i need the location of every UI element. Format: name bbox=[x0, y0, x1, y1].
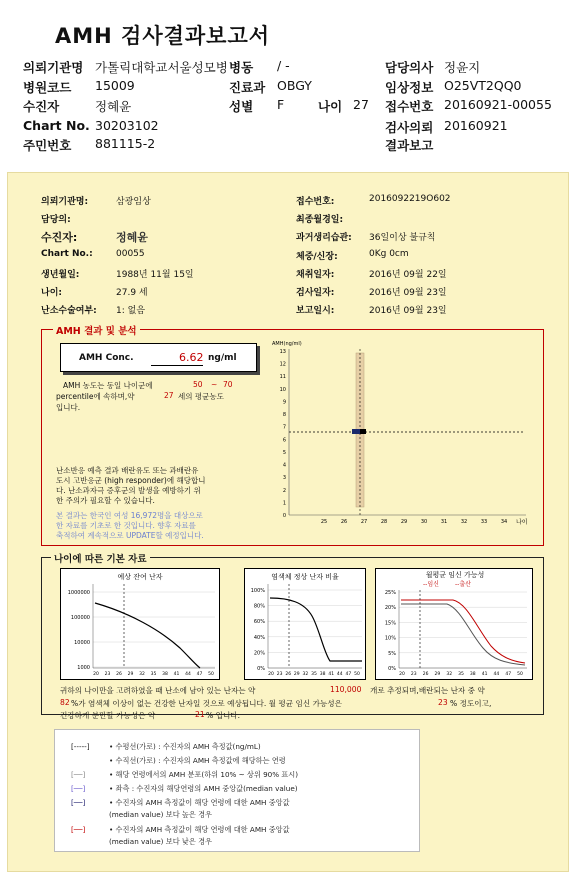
legend-key-purple: [──] bbox=[71, 784, 86, 793]
info-value: 1: 없음 bbox=[116, 306, 146, 316]
x-tick-label: 29 bbox=[293, 672, 300, 677]
y-tick-label: 11 bbox=[279, 374, 286, 381]
info-label: 보고일시: bbox=[296, 306, 335, 316]
org-label: 의뢰기관명 bbox=[23, 60, 84, 75]
legend-text: • 수직선(가로) : 수진자의 AMH 측정값에 해당하는 연령 bbox=[109, 756, 286, 765]
x-tick-label: 50 bbox=[208, 672, 214, 677]
doctor-value: 정윤지 bbox=[444, 60, 481, 75]
summary-text: %가 염색체 이상이 없는 건강한 난자일 것으로 예상됩니다. 월 평균 임신 가능성은 bbox=[71, 699, 342, 708]
y-tick-label: 1000 bbox=[77, 665, 90, 671]
x-tick-label: 38 bbox=[162, 672, 168, 677]
y-tick-label: 4 bbox=[282, 462, 286, 469]
y-tick-label: 25% bbox=[384, 590, 396, 596]
summary-eggs: 110,000 bbox=[330, 685, 362, 694]
x-tick-label: 26 bbox=[116, 672, 122, 677]
chart-title: 염색체 정상 난자 비율 bbox=[271, 573, 339, 581]
data-source-note: 축적하여 계속적으로 UPDATE할 예정입니다. bbox=[56, 531, 204, 540]
clinical-label: 임상정보 bbox=[385, 80, 434, 95]
y-tick-label: 15% bbox=[384, 620, 396, 627]
y-tick-label: 10% bbox=[384, 635, 396, 642]
info-label: 검사일자: bbox=[296, 288, 335, 298]
age-value: 27 bbox=[353, 97, 369, 112]
x-tick-label: 32 bbox=[139, 672, 145, 677]
x-tick-label: 28 bbox=[380, 519, 388, 525]
amh-conc-unit: ng/ml bbox=[208, 353, 237, 363]
info-label: 최종월경일: bbox=[296, 215, 344, 225]
receipt-label: 접수번호 bbox=[385, 99, 434, 114]
data-source-note: 한 자료를 기초로 한 것입니다. 향후 자료를 bbox=[56, 521, 196, 530]
amh-age-chart bbox=[270, 337, 538, 527]
legend-box bbox=[54, 729, 420, 852]
info-label: 나이: bbox=[41, 288, 62, 298]
normal-chromosome-chart bbox=[244, 568, 366, 680]
summary-text: 개로 추정되며,배란되는 난자 중 약 bbox=[370, 686, 485, 695]
legend-text: • 수진자의 AMH 측정값이 해당 연령에 대한 AMH 중앙값 bbox=[109, 825, 290, 834]
y-tick-label: 7 bbox=[282, 424, 286, 431]
y-tick-label: 0 bbox=[282, 513, 286, 519]
dept-label: 진료과 bbox=[229, 80, 266, 95]
legend-text: • 좌측 : 수진자의 해당연령의 AMH 중앙값(median value) bbox=[109, 784, 298, 793]
age-data-title: 나이에 따른 기본 자료 bbox=[51, 551, 150, 565]
measured-marker bbox=[360, 429, 366, 434]
summary-text: % 입니다. bbox=[206, 711, 241, 720]
legend-key-red: [──] bbox=[71, 825, 86, 834]
x-tick-label: 35 bbox=[150, 672, 157, 677]
info-value: 정혜윤 bbox=[116, 231, 148, 244]
y-tick-label: 6 bbox=[282, 437, 286, 444]
x-tick-label: 41 bbox=[328, 672, 335, 677]
x-tick-label: 34 bbox=[500, 519, 508, 525]
x-tick-label: 47 bbox=[196, 672, 203, 677]
percentile-text: 입니다. bbox=[56, 403, 81, 412]
info-label: 의뢰기관명: bbox=[41, 197, 89, 207]
x-tick-label: 44 bbox=[493, 672, 500, 677]
x-tick-label: 29 bbox=[127, 672, 134, 677]
info-label: 채취일자: bbox=[296, 270, 335, 280]
x-tick-label: 23 bbox=[276, 672, 283, 677]
y-tick-label: 10 bbox=[279, 386, 286, 393]
x-tick-label: 26 bbox=[340, 519, 348, 525]
y-tick-label: 5% bbox=[388, 650, 396, 657]
summary-text: % 정도이고, bbox=[450, 699, 492, 708]
info-label: Chart No.: bbox=[41, 249, 93, 259]
x-tick-label: 26 bbox=[285, 672, 292, 677]
hospcode-label: 병원코드 bbox=[23, 80, 72, 95]
legend-text: (median value) 보다 높은 경우 bbox=[109, 810, 212, 819]
info-value: 36일이상 불규칙 bbox=[369, 233, 436, 243]
hospcode-value: 15009 bbox=[95, 78, 135, 93]
x-tick-label: 23 bbox=[410, 672, 417, 677]
rrn-value: 881115-2 bbox=[95, 136, 156, 151]
amh-value-underline bbox=[151, 365, 203, 366]
info-label: 접수번호: bbox=[296, 197, 335, 207]
analysis-note: 다. 난소과자극 증후군의 발생을 예방하기 위 bbox=[56, 486, 201, 495]
dept-value: OBGY bbox=[277, 78, 312, 93]
info-value: 삼광임상 bbox=[116, 197, 151, 207]
x-tick-label: 31 bbox=[440, 519, 448, 525]
analysis-note: 도시 고반응군 (high responder)에 해당합니 bbox=[56, 476, 206, 485]
patient-value: 정혜윤 bbox=[95, 99, 132, 114]
x-tick-label: 44 bbox=[185, 672, 191, 677]
legend-birth: --출산 bbox=[455, 581, 471, 588]
summary-text: 건강하게 분만할 가능성은 약 bbox=[60, 711, 156, 720]
y-tick-label: 5 bbox=[282, 449, 286, 456]
percentile-text: AMH 농도는 동일 나이군에 bbox=[63, 381, 153, 390]
y-tick-label: 9 bbox=[282, 399, 286, 406]
amh-conc-label: AMH Conc. bbox=[79, 353, 134, 363]
x-tick-label: 27 bbox=[360, 519, 368, 525]
legend-key-dashed: [-----] bbox=[71, 742, 90, 751]
legend-key-gray: [──] bbox=[71, 770, 86, 779]
info-value: 2016092219O602 bbox=[369, 194, 451, 204]
org-value: 가톨릭대학교서울성모병 bbox=[95, 60, 228, 75]
info-value: 2016년 09월 22일 bbox=[369, 270, 447, 280]
analysis-note: 난소반응 예측 결과 배란유도 또는 과배란유 bbox=[56, 466, 199, 475]
y-tick-label: 1 bbox=[282, 500, 286, 507]
amh-analysis-title: AMH 결과 및 분석 bbox=[53, 323, 140, 337]
info-label: 담당의: bbox=[41, 215, 71, 225]
info-value: 2016년 09월 23일 bbox=[369, 306, 447, 316]
x-tick-label: 44 bbox=[336, 672, 343, 677]
x-tick-label: 33 bbox=[480, 519, 488, 525]
ward-value: / - bbox=[277, 58, 290, 73]
x-tick-label: 20 bbox=[399, 672, 405, 677]
amh-conc-value: 6.62 bbox=[179, 351, 204, 364]
chart-frame bbox=[61, 569, 220, 680]
request-value: 20160921 bbox=[444, 118, 508, 133]
receipt-value: 20160921-00055 bbox=[444, 97, 552, 112]
amh-chart-xlabel: 나이 bbox=[516, 519, 528, 526]
y-tick-label: 1000000 bbox=[67, 590, 90, 596]
percentile-text: 세의 평균농도 bbox=[178, 392, 224, 401]
info-value: 0Kg 0cm bbox=[369, 249, 409, 259]
y-tick-label: 10000 bbox=[74, 640, 90, 646]
age-label: 나이 bbox=[318, 99, 343, 114]
legend-text: • 수진자의 AMH 측정값이 해당 연령에 대한 AMH 중앙값 bbox=[109, 798, 290, 807]
legend-text: • 해당 연령에서의 AMH 분포(하위 10% ~ 상위 90% 표시) bbox=[109, 770, 299, 779]
x-tick-label: 38 bbox=[469, 672, 476, 677]
summary-normal-pct: 82 bbox=[60, 698, 70, 707]
y-tick-label: 20% bbox=[384, 605, 396, 612]
y-tick-label: 80% bbox=[253, 603, 265, 610]
y-tick-label: 0% bbox=[257, 666, 265, 672]
summary-text: 귀하의 나이만을 고려하였을 때 난소에 남아 있는 난자는 약 bbox=[60, 686, 256, 695]
median-marker bbox=[352, 429, 360, 434]
info-label: 수진자: bbox=[41, 231, 78, 244]
chart-no-label: Chart No. bbox=[23, 118, 90, 133]
y-tick-label: 40% bbox=[253, 634, 265, 641]
chart-title: 예상 잔여 난자 bbox=[117, 573, 163, 581]
percentile-age: 27 bbox=[164, 391, 174, 400]
x-tick-label: 26 bbox=[422, 672, 429, 677]
x-tick-label: 47 bbox=[505, 672, 512, 677]
info-value: 2016년 09월 23일 bbox=[369, 288, 447, 298]
patient-label: 수진자 bbox=[23, 99, 60, 114]
percentile-high: 70 bbox=[223, 380, 233, 389]
x-tick-label: 23 bbox=[104, 672, 111, 677]
summary-pregnancy-pct: 23 bbox=[438, 698, 448, 707]
percentile-tilde: ~ bbox=[211, 380, 218, 389]
x-tick-label: 35 bbox=[458, 672, 464, 677]
x-tick-label: 20 bbox=[93, 672, 99, 677]
doctor-label: 담당의사 bbox=[385, 60, 434, 75]
percentile-low: 50 bbox=[193, 380, 203, 389]
pregnancy-chance-chart bbox=[375, 568, 533, 680]
y-tick-label: 8 bbox=[282, 412, 286, 419]
summary-birth-pct: 21 bbox=[195, 710, 205, 719]
x-tick-label: 32 bbox=[446, 672, 453, 677]
x-tick-label: 35 bbox=[311, 672, 317, 677]
x-tick-label: 29 bbox=[434, 672, 441, 677]
clinical-value: O25VT2QQ0 bbox=[444, 78, 522, 93]
info-value: 00055 bbox=[116, 249, 145, 259]
info-label: 생년월일: bbox=[41, 270, 80, 280]
x-tick-label: 41 bbox=[481, 672, 488, 677]
y-tick-label: 13 bbox=[279, 349, 286, 355]
x-tick-label: 29 bbox=[400, 519, 408, 525]
info-label: 난소수술여부: bbox=[41, 306, 97, 316]
request-label: 검사의뢰 bbox=[385, 120, 434, 135]
ward-label: 병동 bbox=[229, 60, 254, 75]
legend-pregnancy: --임신 bbox=[423, 581, 439, 588]
x-tick-label: 30 bbox=[420, 519, 428, 525]
legend-key-navy: [──] bbox=[71, 798, 86, 807]
y-tick-label: 3 bbox=[282, 475, 286, 482]
report-title: AMH 검사결과보고서 bbox=[55, 24, 271, 48]
x-tick-label: 50 bbox=[517, 672, 523, 677]
percentile-text: percentile에 속하며,약 bbox=[56, 392, 135, 401]
info-value: 1988년 11월 15일 bbox=[116, 270, 194, 280]
remaining-eggs-chart bbox=[60, 568, 220, 680]
y-tick-label: 2 bbox=[282, 487, 286, 494]
info-label: 과거생리습관: bbox=[296, 233, 352, 243]
x-tick-label: 50 bbox=[354, 672, 360, 677]
amh-value-box bbox=[60, 343, 257, 372]
report-sheet bbox=[7, 172, 569, 872]
y-tick-label: 12 bbox=[279, 361, 286, 368]
x-tick-label: 38 bbox=[319, 672, 326, 677]
x-tick-label: 32 bbox=[460, 519, 468, 525]
y-tick-label: 0% bbox=[388, 666, 396, 672]
y-tick-label: 100% bbox=[250, 588, 265, 594]
amh-chart-ylabel: AMH(ng/ml) bbox=[272, 341, 302, 347]
rrn-label: 주민번호 bbox=[23, 138, 72, 153]
y-tick-label: 20% bbox=[253, 650, 265, 657]
legend-text: (median value) 보다 낮은 경우 bbox=[109, 837, 212, 846]
result-report-label: 결과보고 bbox=[385, 138, 434, 153]
x-tick-label: 25 bbox=[320, 519, 328, 525]
sex-value: F bbox=[277, 97, 285, 112]
analysis-note: 한 주의가 필요할 수 있습니다. bbox=[56, 496, 155, 505]
chart-no-value: 30203102 bbox=[95, 118, 159, 133]
y-tick-label: 60% bbox=[253, 619, 265, 626]
x-tick-label: 41 bbox=[173, 672, 180, 677]
x-tick-label: 20 bbox=[268, 672, 274, 677]
chart-title: 월평균 임신 가능성 bbox=[425, 571, 485, 579]
info-value: 27.9 세 bbox=[116, 288, 148, 298]
y-tick-label: 100000 bbox=[70, 615, 90, 621]
info-label: 체중/신장: bbox=[296, 252, 338, 262]
sex-label: 성별 bbox=[229, 99, 254, 114]
legend-text: • 수평선(가로) : 수진자의 AMH 측정값(ng/mL) bbox=[109, 742, 261, 751]
data-source-note: 본 결과는 한국인 여성 16,972명을 대상으로 bbox=[56, 511, 203, 520]
x-tick-label: 32 bbox=[302, 672, 309, 677]
x-tick-label: 47 bbox=[345, 672, 352, 677]
